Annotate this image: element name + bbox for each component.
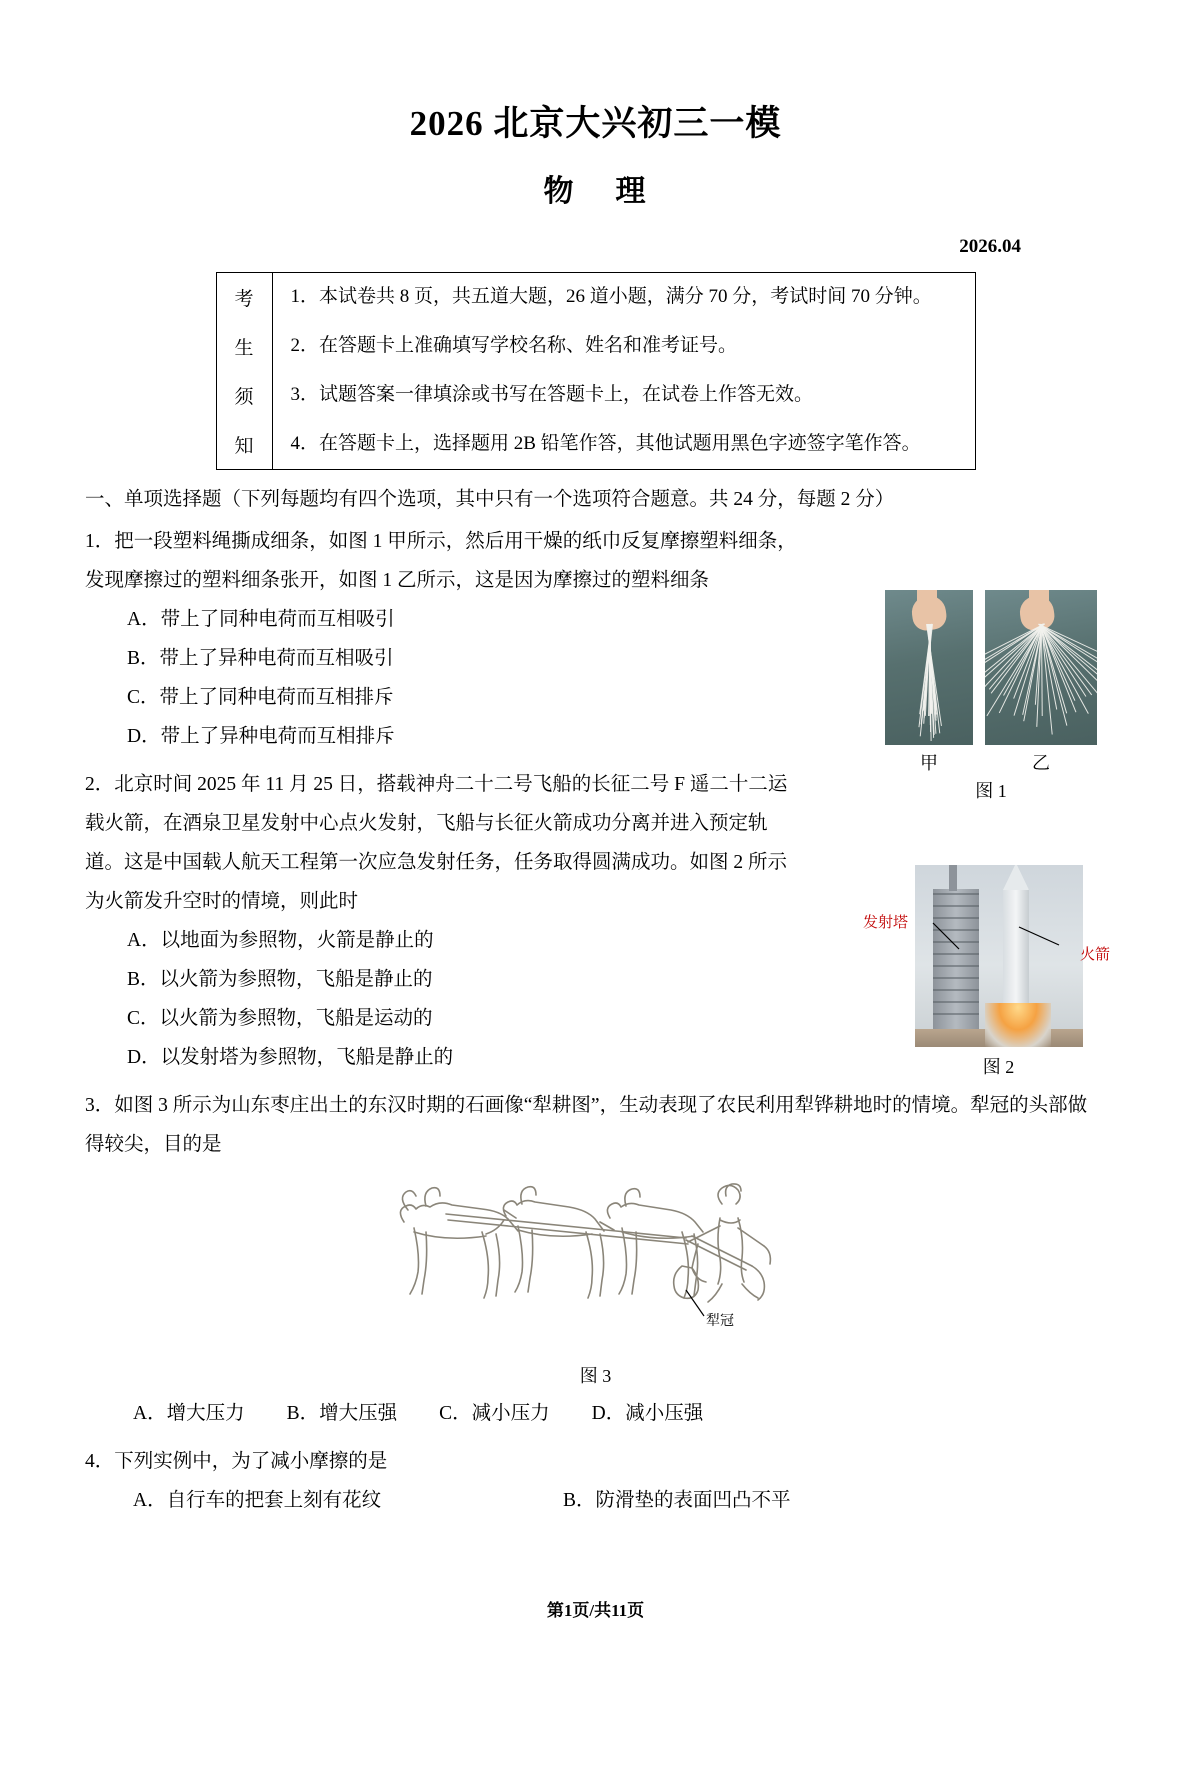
notice-row <box>216 420 975 470</box>
subject-char-right: 理 <box>615 174 648 208</box>
option-c[interactable]: C．减小压力 <box>439 1402 550 1424</box>
figure-1-caption-yi: 乙 <box>1032 753 1050 773</box>
exam-page <box>0 105 1191 1789</box>
rocket-launch-photo <box>915 865 1083 1047</box>
notice-label: 生 <box>216 322 272 371</box>
question-4 <box>85 1442 1106 1520</box>
option-a[interactable]: A．增大压力 <box>133 1402 245 1424</box>
notice-row <box>216 272 975 322</box>
notice-row <box>216 371 975 420</box>
notice-label: 知 <box>216 420 272 470</box>
candidate-notice-box <box>216 272 976 470</box>
question-1-number: 1． <box>85 530 115 552</box>
figure-1-label: 图 1 <box>975 781 1007 801</box>
figure-3-label: 图 3 <box>579 1365 612 1386</box>
figure-1-caption-jia: 甲 <box>920 753 938 773</box>
notice-item: 1．本试卷共 8 页，共五道大题，26 道小题，满分 70 分，考试时间 70 分钟。 <box>290 286 932 308</box>
rocket-shape <box>1003 889 1029 1007</box>
subject-char-left: 物 <box>543 174 576 208</box>
plowing-illustration <box>386 1170 806 1360</box>
question-4-options <box>85 1481 1106 1520</box>
option-d[interactable]: D．以发射塔为参照物，飞船是静止的 <box>127 1046 454 1068</box>
question-4-number: 4． <box>85 1450 115 1472</box>
figure-2 <box>863 865 1110 1079</box>
question-4-text: 4．下列实例中，为了减小摩擦的是 <box>85 1450 388 1472</box>
tower-lines <box>933 889 979 1029</box>
option-d[interactable]: D．减小压强 <box>591 1402 704 1424</box>
page-footer: 第1页/共11页 <box>546 1601 645 1620</box>
notice-label: 考 <box>216 272 272 322</box>
photo-plastic-closed <box>885 590 973 745</box>
question-1-text: 1．把一段塑料绳撕成细条，如图 1 甲所示，然后用干燥的纸巾反复摩擦塑料细条，发现摩擦过的塑料细条张开，如图 1 乙所示，这是因为摩擦过的塑料细条 <box>85 530 797 591</box>
question-2-number: 2． <box>85 773 115 795</box>
photo-plastic-spread <box>985 590 1097 745</box>
notice-label: 须 <box>216 371 272 420</box>
question-3-number: 3． <box>85 1094 115 1116</box>
option-a[interactable]: A．以地面为参照物，火箭是静止的 <box>127 929 434 951</box>
option-c[interactable]: C．带上了同种电荷而互相排斥 <box>127 686 394 708</box>
question-3 <box>85 1086 1106 1433</box>
rocket-annotation: 火箭 <box>1079 947 1110 963</box>
option-b[interactable]: B．增大压强 <box>286 1402 398 1424</box>
notice-item: 3．试题答案一律填涂或书写在答题卡上，在试卷上作答无效。 <box>290 384 814 406</box>
exam-date: 2026.04 <box>959 235 1021 257</box>
plastic-strands-closed <box>885 624 973 744</box>
option-b[interactable]: B．防滑垫的表面凹凸不平 <box>563 1489 791 1511</box>
subject-title <box>85 166 1106 210</box>
page-title: 2026 北京大兴初三一模 <box>409 104 782 143</box>
figure-3 <box>85 1170 1106 1388</box>
option-a[interactable]: A．自行车的把套上刻有花纹 <box>133 1489 382 1511</box>
figure-1-captions <box>876 749 1106 775</box>
notice-item: 2．在答题卡上准确填写学校名称、姓名和准考证号。 <box>290 335 738 357</box>
option-d[interactable]: D．带上了异种电荷而互相排斥 <box>127 725 395 747</box>
option-c[interactable]: C．以火箭为参照物，飞船是运动的 <box>127 1007 433 1029</box>
option-b[interactable]: B．带上了异种电荷而互相吸引 <box>127 647 394 669</box>
question-3-options <box>85 1394 1106 1433</box>
plastic-strands-spread <box>985 624 1097 744</box>
flame-shape <box>985 1003 1051 1047</box>
option-b[interactable]: B．以火箭为参照物，飞船是静止的 <box>127 968 433 990</box>
figure-1 <box>876 590 1106 803</box>
section-one-heading: 一、单项选择题（下列每题均有四个选项，其中只有一个选项符合题意。共 24 分，每题 2 分） <box>85 488 895 510</box>
notice-row <box>216 322 975 371</box>
launch-tower-annotation: 发射塔 <box>863 915 909 931</box>
launch-tower-shape <box>933 889 979 1029</box>
figure-2-label: 图 2 <box>982 1057 1015 1077</box>
notice-item: 4．在答题卡上，选择题用 2B 铅笔作答，其他试题用黑色字迹签字笔作答。 <box>290 433 921 455</box>
question-3-text: 3．如图 3 所示为山东枣庄出土的东汉时期的石画像“犁耕图”，生动表现了农民利用犁铧耕地时的情境。犁冠的头部做得较尖，目的是 <box>85 1094 1088 1155</box>
question-2-text: 2．北京时间 2025 年 11 月 25 日，搭载神舟二十二号飞船的长征二号 F 遥二十二运载火箭，在酒泉卫星发射中心点火发射，飞船与长征火箭成功分离并进入预定轨道。这是中国载人航天工程第一次应急发射任务，任务取得圆满成功。如图 2 所示为火箭发升空时的情境，则此时 <box>85 773 788 912</box>
plow-share-annotation: 犁冠 <box>705 1313 734 1329</box>
option-a[interactable]: A．带上了同种电荷而互相吸引 <box>127 608 395 630</box>
figure-1-images <box>876 590 1106 745</box>
